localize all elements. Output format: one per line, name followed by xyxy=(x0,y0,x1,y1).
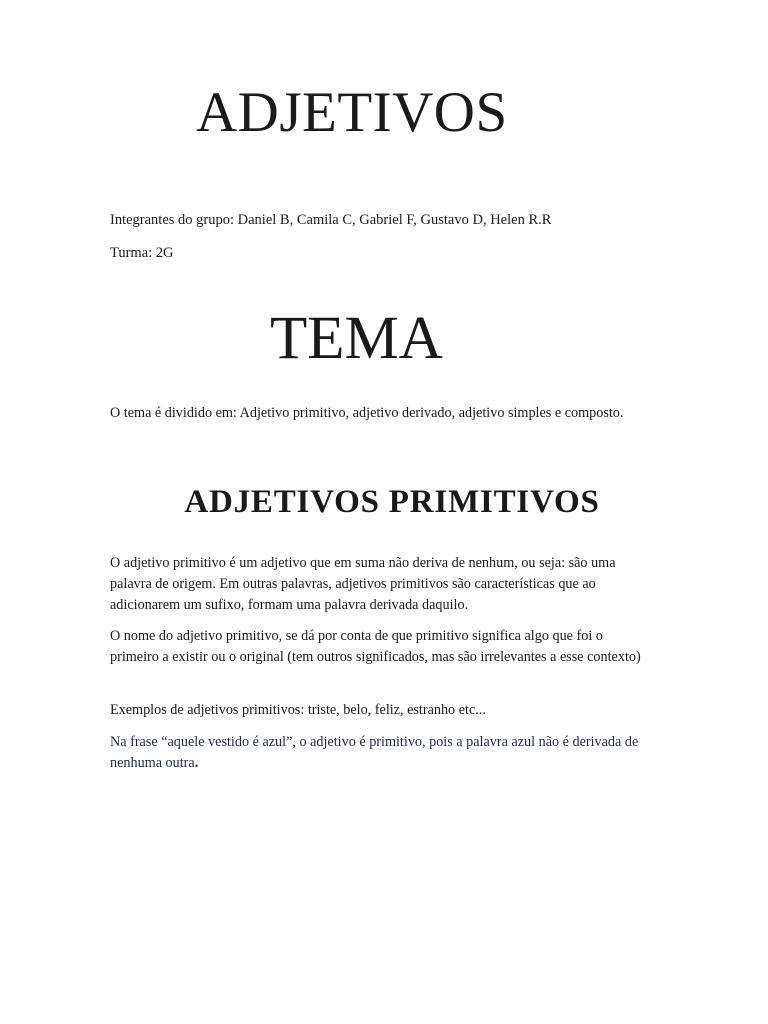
paragraph-examples: Exemplos de adjetivos primitivos: triste, belo, feliz, estranho etc... xyxy=(110,702,486,718)
section-heading-primitivos: ADJETIVOS PRIMITIVOS xyxy=(184,484,600,520)
tema-paragraph: O tema é dividido em: Adjetivo primitivo, adjetivo derivado, adjetivo simples e composto. xyxy=(110,405,624,421)
paragraph-definition: O adjetivo primitivo é um adjetivo que em suma não deriva de nenhum, ou seja: são uma palavra de origem. Em outras palavras, adjetivos primitivos são características que ao adicionarem um sufixo, formam uma palavra derivada daquilo. xyxy=(110,555,616,613)
class-label: Turma: 2G xyxy=(110,245,174,261)
document-title: ADJETIVOS xyxy=(196,81,508,144)
example-sentence-text: Na frase “aquele vestido é azul”, o adjetivo é primitivo, pois a palavra azul não é derivada de nenhuma outra xyxy=(110,734,639,771)
final-period: . xyxy=(194,755,199,771)
paragraph-name-origin: O nome do adjetivo primitivo, se dá por conta de que primitivo significa algo que foi o primeiro a existir ou o original (tem outros significados, mas são irrelevantes a esse contexto) xyxy=(110,628,641,665)
section-heading-tema: TEMA xyxy=(270,305,443,372)
paragraph-example-sentence xyxy=(110,732,650,774)
group-members: Integrantes do grupo: Daniel B, Camila C, Gabriel F, Gustavo D, Helen R.R xyxy=(110,212,552,228)
